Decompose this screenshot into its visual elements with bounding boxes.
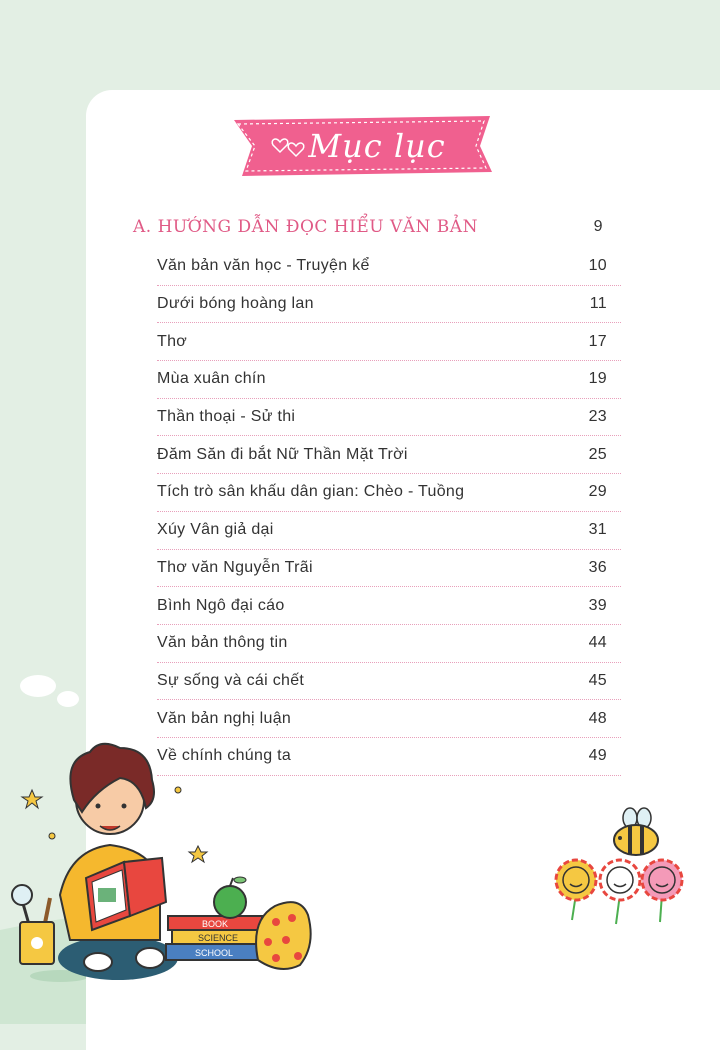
toc-entry-page: 11 bbox=[589, 295, 607, 313]
toc-entry-page: 17 bbox=[588, 332, 607, 350]
toc-entry-title: Văn bản nghị luận bbox=[157, 709, 292, 727]
toc-entry-page: 39 bbox=[588, 596, 607, 614]
toc-entry-page: 48 bbox=[588, 709, 607, 727]
toc-entry-title: Văn bản văn học - Truyện kể bbox=[157, 257, 370, 275]
section-page-number: 9 bbox=[593, 218, 603, 235]
toc-entry-title: Văn bản thông tin bbox=[157, 634, 288, 652]
section-label: A. HƯỚNG DẪN ĐỌC HIỂU VĂN BẢN bbox=[133, 217, 478, 237]
toc-entry-page: 23 bbox=[588, 408, 607, 426]
toc-entry-page: 45 bbox=[588, 671, 607, 689]
flower-icon bbox=[556, 860, 596, 920]
toc-entry-page: 29 bbox=[588, 483, 607, 501]
toc-entry-title: Thơ bbox=[157, 332, 188, 350]
toc-entry-title: Dưới bóng hoàng lan bbox=[157, 295, 314, 313]
toc-entry-title: Đăm Săn đi bắt Nữ Thần Mặt Trời bbox=[157, 445, 408, 463]
toc-entry-title: Thần thoại - Sử thi bbox=[157, 408, 296, 426]
toc-entry-page: 36 bbox=[588, 558, 607, 576]
flower-icon bbox=[600, 860, 640, 924]
toc-entry-title: Bình Ngô đại cáo bbox=[157, 596, 285, 614]
page-title: Mục lục bbox=[308, 127, 446, 165]
toc-entry-page: 31 bbox=[588, 521, 607, 539]
book-spine-label: SCIENCE bbox=[197, 933, 239, 943]
bee-icon bbox=[614, 808, 658, 855]
toc-entry-title: Xúy Vân giả dại bbox=[157, 521, 274, 539]
book-spine-label: SCHOOL bbox=[194, 948, 234, 958]
toc-entry-page: 49 bbox=[588, 747, 607, 765]
book-spine-label: BOOK bbox=[201, 919, 229, 929]
toc-entry-page: 19 bbox=[588, 370, 607, 388]
toc-entry-title: Mùa xuân chín bbox=[157, 370, 266, 388]
toc-entry-page: 44 bbox=[588, 634, 607, 652]
toc-entry-title: Tích trò sân khấu dân gian: Chèo - Tuồng bbox=[157, 483, 465, 501]
toc-entry-title: Thơ văn Nguyễn Trãi bbox=[157, 558, 313, 576]
toc-entry-title: Sự sống và cái chết bbox=[157, 671, 305, 689]
toc-entry-title: Về chính chúng ta bbox=[157, 747, 292, 765]
toc-entry-page: 25 bbox=[588, 445, 607, 463]
flower-icon bbox=[642, 860, 682, 922]
toc-entry-page: 10 bbox=[588, 257, 607, 275]
